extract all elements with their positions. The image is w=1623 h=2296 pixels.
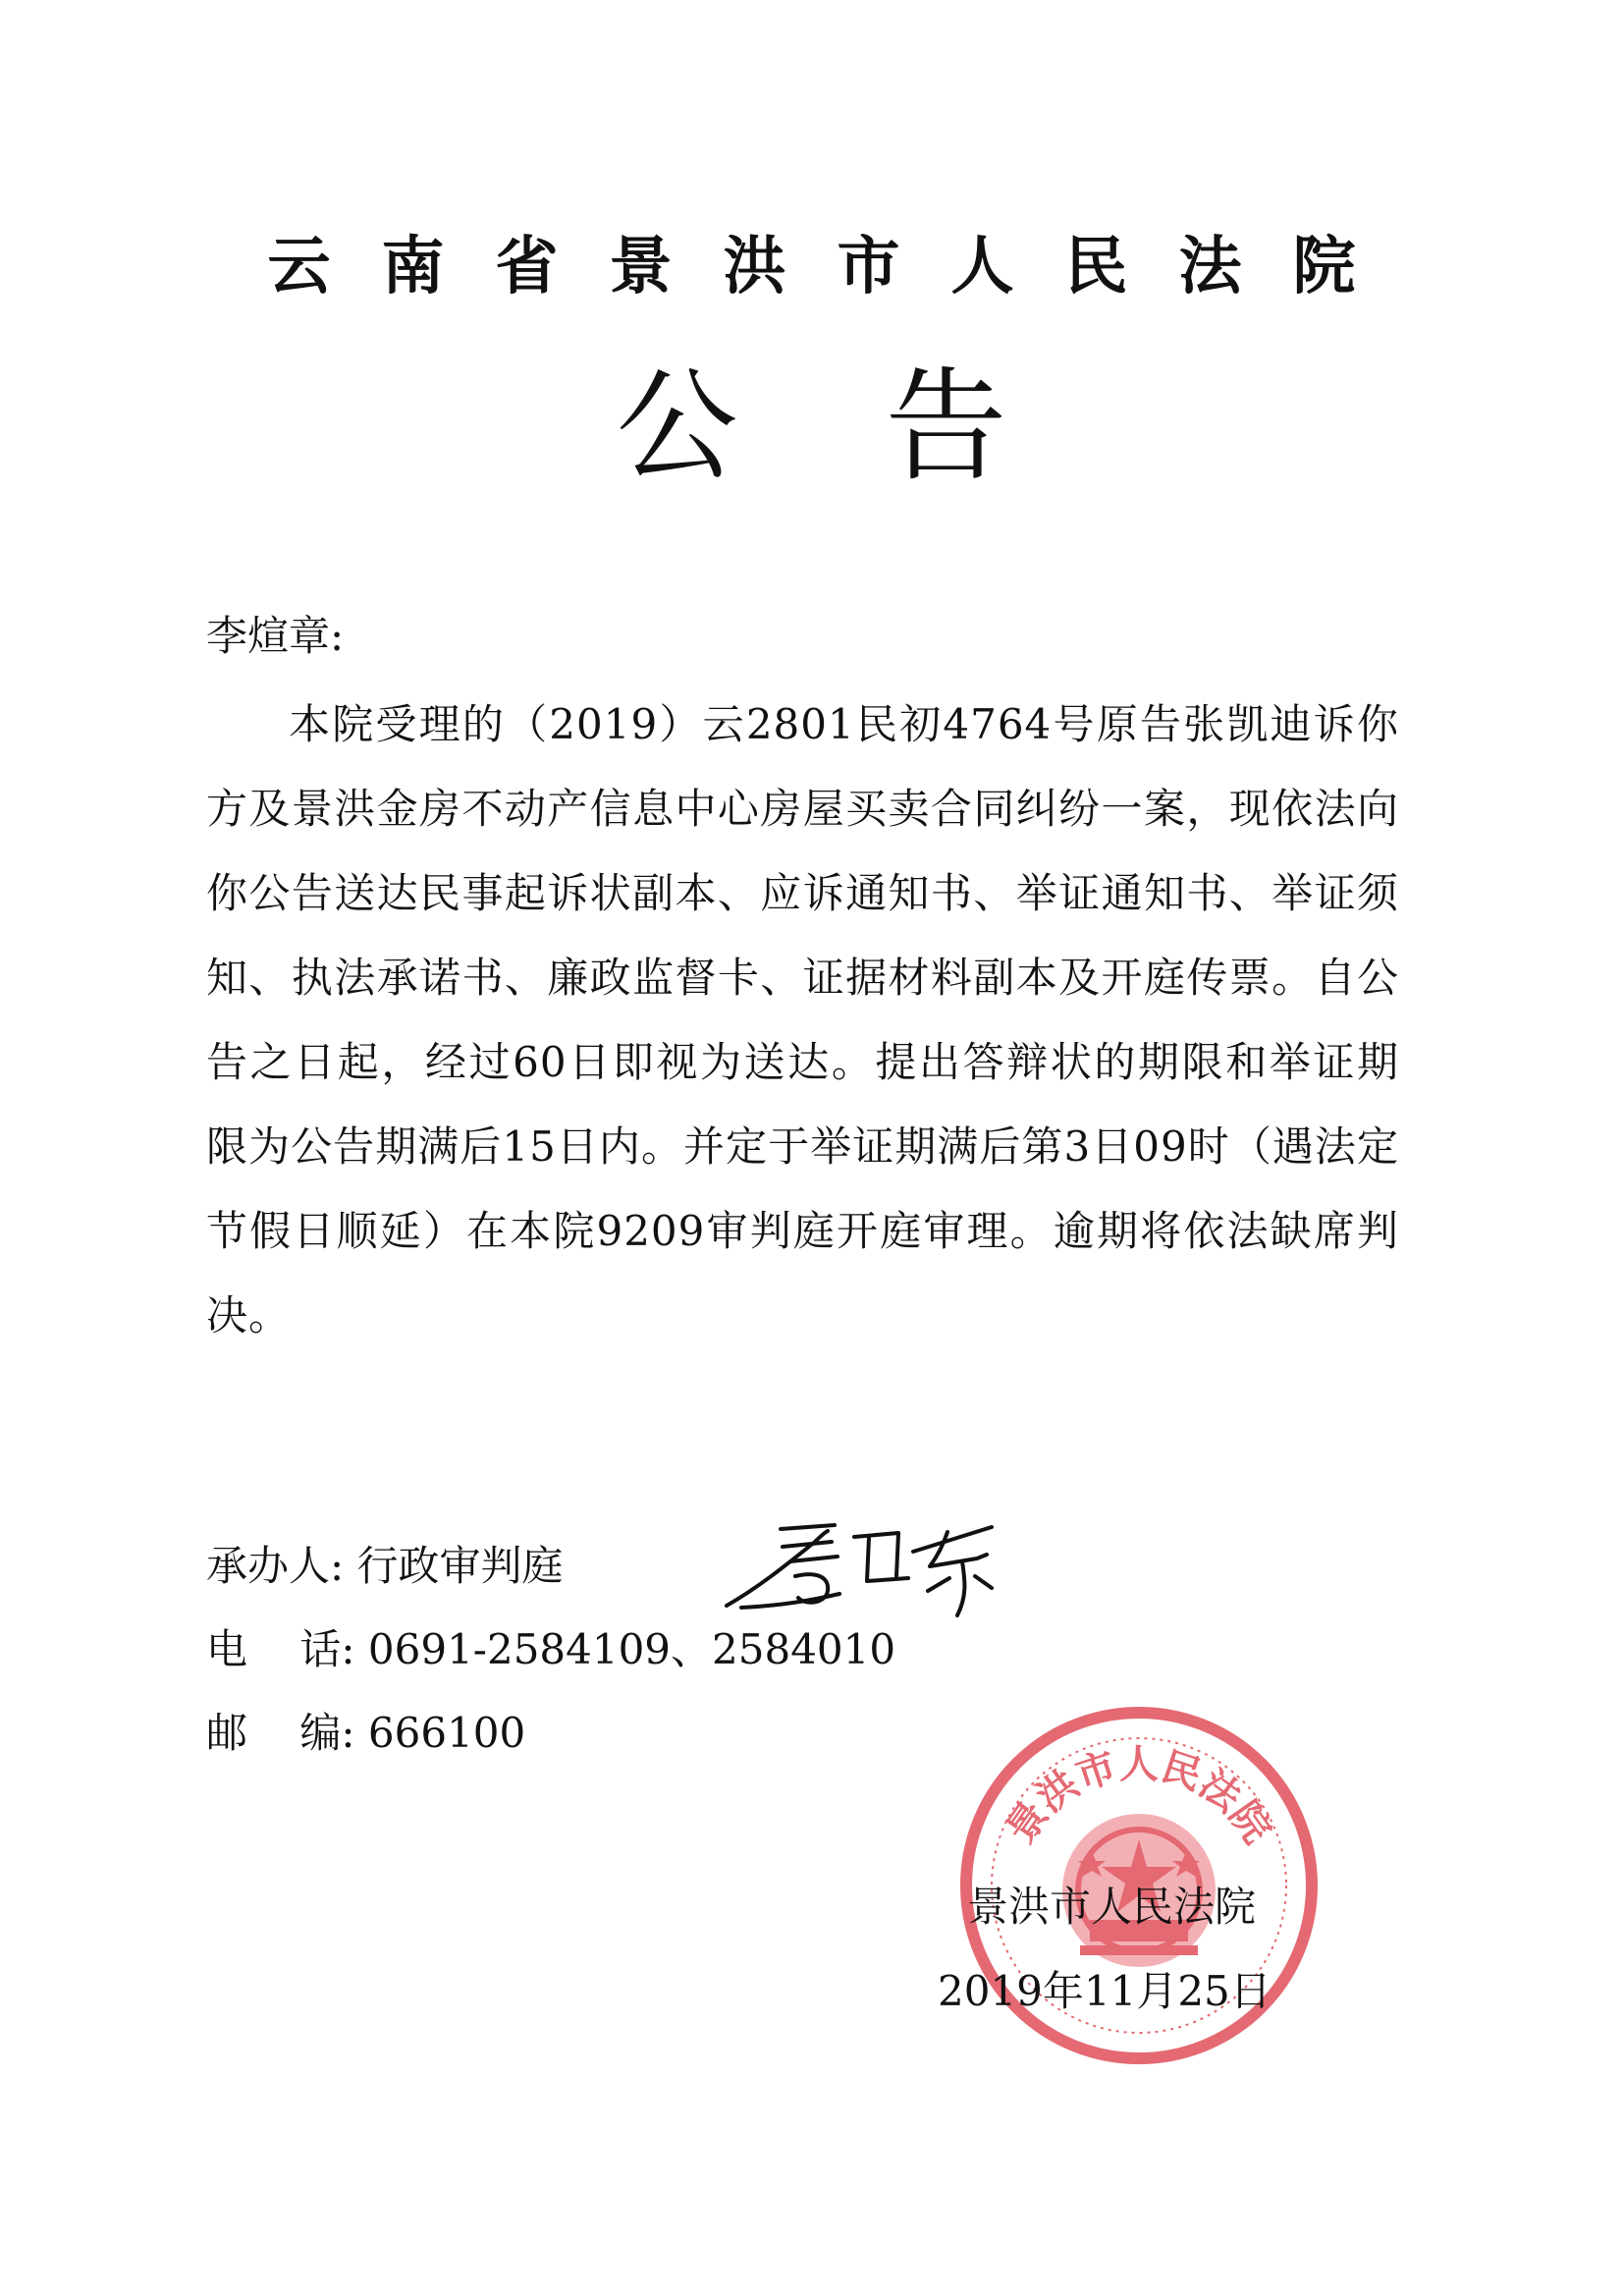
- court-name: 云南省景洪市人民法院: [267, 231, 1407, 303]
- handwritten-signature: [722, 1507, 1016, 1625]
- handler-line: 承办人: 行政审判庭: [206, 1542, 564, 1590]
- postal-code-line: 邮 编: 666100: [206, 1709, 526, 1757]
- phone-line: 电 话: 0691-2584109、2584010: [206, 1625, 896, 1673]
- issuing-court: 景洪市人民法院: [967, 1883, 1257, 1931]
- notice-body: 本院受理的（2019）云2801民初4764号原告张凯迪诉你方及景洪金房不动产信息中心房屋买卖合同纠纷一案，现依法向你公告送达民事起诉状副本、应诉通知书、举证通知书、举证须知、执法承诺书、廉政监督卡、证据材料副本及开庭传票。自公告之日起，经过60日即视为送达。提出答辩状的期限和举证期限为公告期满后15日内。并定于举证期满后第3日09时（遇法定节假日顺延）在本院9209审判庭开庭审理。逾期将依法缺席判决。: [206, 700, 1399, 1339]
- document-title: 公告: [616, 356, 1155, 498]
- addressee: 李煊章:: [206, 612, 345, 660]
- issue-date: 2019年11月25日: [938, 1967, 1271, 2015]
- seal-text: 景洪市人民法院: [998, 1742, 1280, 1852]
